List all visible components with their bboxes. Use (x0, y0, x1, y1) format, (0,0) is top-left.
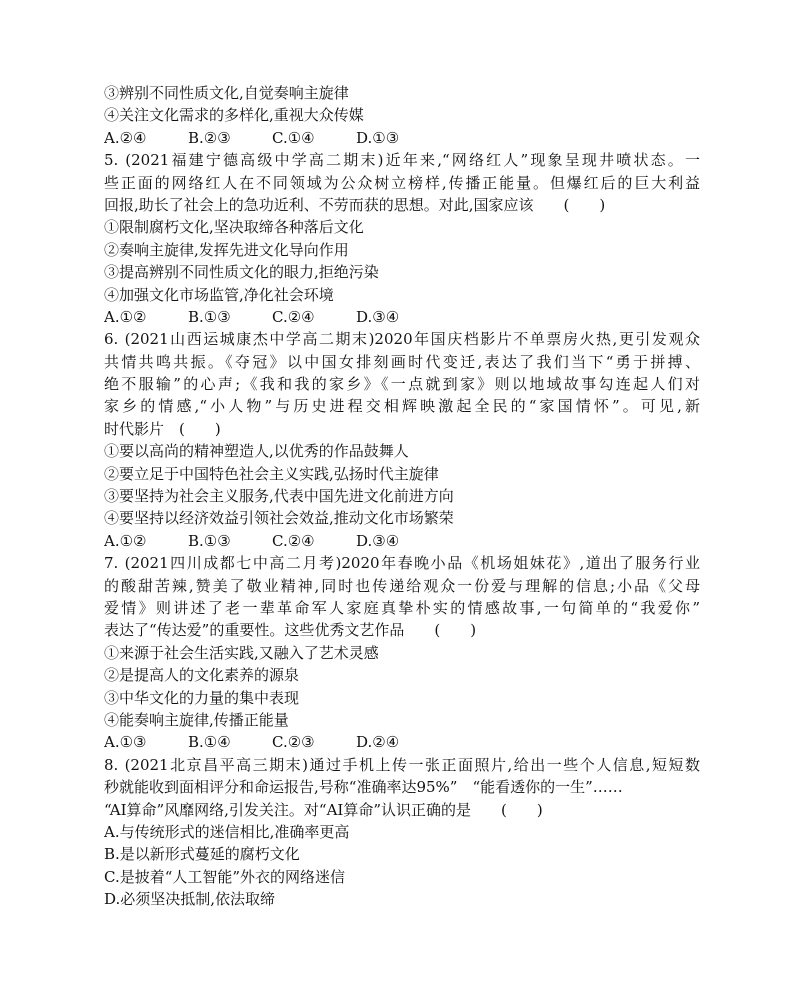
option-c: C.②③ (272, 733, 315, 752)
answer-options (104, 306, 700, 328)
option-c: C.②④ (272, 307, 315, 326)
choice-c: C.是披着“人工智能”外衣的网络迷信 (104, 867, 346, 886)
statement-4: ④关注文化需求的多样化,重视大众传媒 (104, 106, 364, 125)
question-stem-line: 8. (2021北京昌平高三期末)通过手机上传一张正面照片,给出一些个人信息,短短数 (104, 755, 700, 774)
statement-1: ①限制腐朽文化,坚决取缔各种落后文化 (104, 218, 364, 237)
choice-a: A.与传统形式的迷信相比,准确率更高 (104, 822, 350, 841)
statement-4: ④要坚持以经济效益引领社会效益,推动文化市场繁荣 (104, 509, 454, 528)
option-a: A.①③ (104, 733, 147, 752)
question-stem-line: 共情共鸣共振。《夺冠》以中国女排刻画时代变迁,表达了我们当下“勇于拼搏、 (104, 352, 700, 371)
previous-question (104, 82, 700, 149)
statement-1: ①要以高尚的精神塑造人,以优秀的作品鼓舞人 (104, 442, 409, 461)
statement-2: ②奏响主旋律,发挥先进文化导向作用 (104, 240, 349, 259)
question-stem-line: 的酸甜苦辣,赞美了敬业精神,同时也传递给观众一份爱与理解的信息;小品《父母 (104, 576, 700, 595)
question-stem-line: 时代影片 ( ) (104, 419, 221, 438)
option-d: D.③④ (356, 531, 400, 550)
option-b: B.①③ (188, 531, 231, 550)
question-stem-line: 爱情》则讲述了老一辈革命军人家庭真挚朴实的情感故事,一句简单的“我爱你” (104, 598, 700, 617)
statement-1: ①来源于社会生活实践,又融入了艺术灵感 (104, 643, 379, 662)
question-stem-line: 6. (2021山西运城康杰中学高二期末)2020年国庆档影片不单票房火热,更引发观众 (104, 330, 700, 349)
option-a: A.①② (104, 307, 147, 326)
question-5 (104, 149, 700, 328)
statement-3: ③提高辨别不同性质文化的眼力,拒绝污染 (104, 263, 379, 282)
question-6 (104, 328, 700, 552)
question-stem-line: 秒就能收到面相评分和命运报告,号称“准确率达95%” “能看透你的一生”…… (104, 778, 623, 797)
option-b: B.②③ (188, 128, 231, 147)
question-stem-line: 7. (2021四川成都七中高二月考)2020年春晚小品《机场姐妹花》,道出了服务行业 (104, 554, 700, 573)
question-8 (104, 754, 700, 911)
choice-d: D.必须坚决抵制,依法取缔 (104, 890, 276, 909)
statement-4: ④加强文化市场监管,净化社会环境 (104, 285, 334, 304)
answer-options (104, 127, 700, 149)
option-c: C.①④ (272, 128, 315, 147)
statement-3: ③要坚持为社会主义服务,代表中国先进文化前进方向 (104, 487, 454, 506)
question-stem-line: 绝不服输”的心声;《我和我的家乡》《一点就到家》则以地域故事勾连起人们对 (104, 375, 700, 394)
question-stem-line: 些正面的网络红人在不同领域为公众树立榜样,传播正能量。但爆红后的巨大利益 (104, 173, 700, 192)
choice-b: B.是以新形式蔓延的腐朽文化 (104, 845, 300, 864)
statement-2: ②要立足于中国特色社会主义实践,弘扬时代主旋律 (104, 464, 439, 483)
option-d: D.①③ (356, 128, 400, 147)
option-d: D.②④ (356, 733, 400, 752)
answer-options (104, 731, 700, 753)
option-d: D.③④ (356, 307, 400, 326)
option-a: A.②④ (104, 128, 147, 147)
question-stem-line: “AI算命”风靡网络,引发关注。对“AI算命”认识正确的是 ( ) (104, 800, 543, 819)
question-stem-line: 表达了“传达爱”的重要性。这些优秀文艺作品 ( ) (104, 621, 477, 640)
question-content (104, 82, 700, 910)
statement-4: ④能奏响主旋律,传播正能量 (104, 710, 289, 729)
option-a: A.①② (104, 531, 147, 550)
question-stem-line: 5. (2021福建宁德高级中学高二期末)近年来,“网络红人”现象呈现井喷状态。一 (104, 151, 700, 170)
option-c: C.②④ (272, 531, 315, 550)
statement-2: ②是提高人的文化素养的源泉 (104, 666, 300, 685)
statement-3: ③中华文化的力量的集中表现 (104, 688, 300, 707)
question-stem-line: 回报,助长了社会上的急功近利、不劳而获的思想。对此,国家应该 ( ) (104, 195, 606, 214)
option-b: B.①③ (188, 307, 231, 326)
answer-options (104, 530, 700, 552)
statement-3: ③辨别不同性质文化,自觉奏响主旋律 (104, 84, 349, 102)
question-stem-line: 家乡的情感,“小人物”与历史进程交相辉映激起全民的“家国情怀”。可见,新 (104, 397, 700, 416)
option-b: B.①④ (188, 733, 231, 752)
question-7 (104, 552, 700, 754)
